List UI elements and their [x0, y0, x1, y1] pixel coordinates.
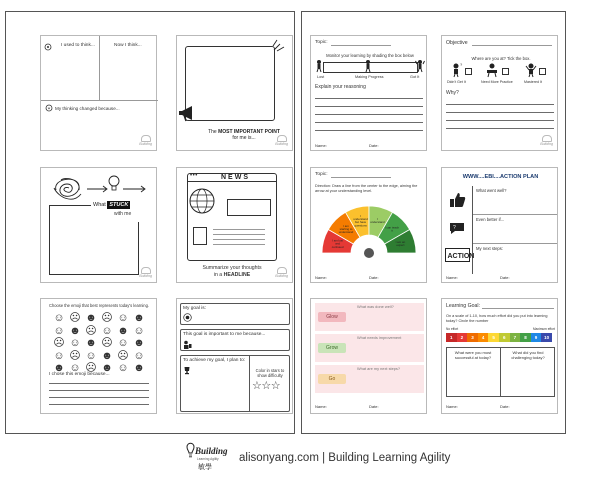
- difficulty-stars[interactable]: ☆☆☆: [252, 380, 281, 392]
- objective-line: [472, 45, 552, 46]
- stars-label: Color in stars to show difficulty: [255, 368, 285, 378]
- gauge-direction: Direction: Draw a line from the center to the edge, aiming the arrow at your understanding level.: [315, 184, 418, 193]
- date-label: Date:: [369, 404, 379, 409]
- headline-box: [227, 199, 271, 216]
- answer-line: [446, 112, 554, 113]
- text-line: [213, 239, 265, 240]
- lost-label: Lost: [317, 75, 325, 79]
- answer-line: [49, 404, 149, 405]
- emoji-face-option[interactable]: ☹: [101, 312, 113, 324]
- svg-text:ACTION: ACTION: [447, 253, 475, 260]
- next-steps-label: What are my next steps?: [357, 366, 401, 371]
- answer-line: [315, 98, 423, 99]
- effort-scale-cell[interactable]: 9: [531, 333, 542, 342]
- topic-line: [331, 45, 391, 46]
- emoji-face-option[interactable]: ☺: [133, 324, 145, 337]
- date-label: Date:: [369, 275, 379, 280]
- answer-line: [446, 120, 554, 121]
- most-important-post: for me is...: [232, 134, 256, 141]
- answer-line: [446, 128, 554, 129]
- emoji-face-option[interactable]: ☹: [85, 362, 97, 374]
- card-news-headline: [176, 167, 293, 283]
- footer-logo-word: Building: [195, 446, 228, 456]
- card-learning-goal: [441, 298, 558, 414]
- topic-label: Topic:: [315, 172, 328, 177]
- where-label: Where are you at? Tick the box.: [471, 56, 531, 61]
- answer-line: [315, 114, 423, 115]
- emoji-face-option[interactable]: ☹: [101, 337, 113, 349]
- tick-box[interactable]: [539, 68, 546, 75]
- goal-important-label: This goal is important to me because...: [183, 332, 266, 337]
- with-me-label: with me: [114, 211, 132, 217]
- browser-dots: •••: [190, 173, 198, 179]
- challenging-label: What did you find challenging today?: [511, 350, 545, 360]
- thinking-person-icon: [363, 59, 373, 73]
- explain-label: Explain your reasoning: [315, 84, 366, 90]
- stuck-label: [93, 202, 130, 208]
- gauge-segment-label: I am lost and confused: [331, 238, 344, 249]
- emoji-face-option[interactable]: ☺: [117, 337, 129, 349]
- emoji-face-option[interactable]: ☹: [53, 337, 65, 349]
- done-well-label: What was done well?: [357, 304, 394, 309]
- answer-line: [315, 122, 423, 123]
- stuck-word: STUCK: [109, 202, 129, 208]
- gauge-segment-label: I understand: [370, 217, 385, 225]
- globe-icon: [187, 186, 217, 216]
- text-line: [213, 234, 265, 235]
- footer-logo-icon: [181, 441, 229, 473]
- answer-line: [315, 130, 423, 131]
- next-steps-label: My next steps:: [476, 246, 503, 251]
- footer-logo-sub: Learning Agility: [197, 457, 219, 461]
- emoji-face-option[interactable]: ☹: [85, 324, 97, 337]
- card-goal: [176, 298, 293, 414]
- text-line: [213, 229, 265, 230]
- topic-line: [331, 177, 391, 178]
- effort-prompt: On a scale of 1-10, how much effort did you put into learning today? Circle the number: [446, 314, 548, 323]
- mastered-label: Mastered It: [524, 80, 542, 84]
- date-label: Date:: [500, 275, 510, 280]
- stars-divider: [249, 355, 250, 412]
- answer-line: [446, 104, 554, 105]
- effort-scale-cell[interactable]: 7: [510, 333, 521, 342]
- confused-person-icon: [450, 62, 464, 78]
- card-glow-grow-go: [310, 298, 427, 414]
- mini-logo: Building: [139, 267, 152, 279]
- more-practice-label: Need More Practice: [481, 80, 513, 84]
- go-label: Go: [328, 376, 336, 382]
- card-action-plan: [441, 167, 558, 283]
- grow-label: Grow: [326, 345, 338, 351]
- section-divider: [473, 214, 557, 215]
- understanding-gauge: [319, 198, 419, 260]
- thumbs-up-icon: [448, 192, 466, 208]
- card-most-important-point: [176, 35, 293, 151]
- emoji-face-option[interactable]: ☺: [85, 349, 97, 362]
- most-important-pre: The: [208, 129, 219, 135]
- topic-label: Topic:: [315, 40, 328, 45]
- emoji-face-option[interactable]: ☹: [117, 349, 129, 362]
- headline-label: [187, 272, 277, 278]
- footer-credit: alisonyang.com | Building Learning Agility: [239, 452, 451, 464]
- effort-scale-cell[interactable]: 8: [520, 333, 531, 342]
- most-important-bold: MOST IMPORTANT POINT: [218, 129, 280, 135]
- progress-label: Making Progress: [355, 75, 384, 79]
- thinking-icon: [45, 104, 53, 112]
- glow-label: Glow: [326, 314, 338, 320]
- effort-scale: [446, 333, 552, 342]
- card-objective: [441, 35, 558, 151]
- achieve-label: To achieve my goal, I plan to:: [183, 358, 246, 363]
- date-label: Date:: [500, 404, 510, 409]
- action-icon: [445, 248, 475, 262]
- emoji-face-option[interactable]: ☺: [69, 362, 81, 374]
- happy-person-icon: [415, 59, 425, 73]
- celebrating-person-icon: [524, 62, 538, 78]
- mini-logo: Building: [275, 135, 288, 147]
- gauge-segment-label: I can teach it: [384, 225, 400, 233]
- arrow-icon: [123, 186, 147, 192]
- headline-in-a: in a: [213, 272, 224, 278]
- name-label: Name:: [315, 143, 327, 148]
- used-to-think-label: I used to think...: [61, 43, 95, 48]
- my-goal-label: My goal is:: [183, 306, 206, 311]
- name-label: Name:: [315, 275, 327, 280]
- even-better-label: Even better if...: [476, 217, 505, 222]
- card-what-stuck: [40, 167, 157, 283]
- emoji-face-option[interactable]: ☻: [133, 362, 145, 374]
- emoji-prompt: Choose the emoji that best represents today's learning.: [49, 303, 149, 308]
- mini-logo: Building: [139, 135, 152, 147]
- max-effort-label: Maximum effort: [533, 327, 555, 331]
- effort-scale-cell[interactable]: 2: [457, 333, 468, 342]
- emoji-face-option[interactable]: ☻: [53, 362, 65, 374]
- plan-divider: [472, 186, 473, 274]
- mini-logo: Building: [275, 267, 288, 279]
- tick-box[interactable]: [465, 68, 472, 75]
- emoji-face-option[interactable]: ☻: [85, 312, 97, 324]
- emoji-face-option[interactable]: ☹: [69, 349, 81, 362]
- emoji-face-option[interactable]: ☻: [85, 337, 97, 349]
- emoji-face-option[interactable]: ☺: [117, 362, 129, 374]
- person-icon: [183, 340, 192, 349]
- emoji-because-label: I chose this emoji because...: [49, 372, 110, 377]
- card-understanding-gauge: [310, 167, 427, 283]
- answer-line: [49, 390, 149, 391]
- learning-goal-title: Learning Goal:: [446, 303, 481, 309]
- emoji-face-option[interactable]: ☻: [69, 324, 81, 337]
- headline-word: HEADLINE: [223, 272, 251, 278]
- emoji-face-option[interactable]: ☺: [53, 312, 65, 324]
- emoji-face-option[interactable]: ☺: [133, 349, 145, 362]
- svg-text:?: ?: [460, 62, 463, 67]
- action-plan-title: WWW....EBI....ACTION PLAN: [462, 174, 539, 180]
- confused-person-icon: [314, 59, 324, 73]
- emoji-face-option[interactable]: ☺: [53, 324, 65, 337]
- emoji-face-option[interactable]: ☺: [53, 349, 65, 362]
- emoji-face-option[interactable]: ☹: [69, 312, 81, 324]
- answer-line: [49, 397, 149, 398]
- emoji-face-option[interactable]: ☺: [117, 312, 129, 324]
- effort-scale-cell[interactable]: 3: [467, 333, 478, 342]
- effort-scale-cell[interactable]: 4: [478, 333, 489, 342]
- monitor-label: Monitor your learning by shading the box below: [326, 53, 414, 58]
- went-well-label: What went well?: [476, 188, 507, 193]
- name-label: Name:: [315, 404, 327, 409]
- emoji-face-option[interactable]: ☻: [117, 324, 129, 337]
- no-effort-label: No effort: [446, 327, 459, 331]
- divider-vertical: [99, 36, 100, 100]
- card-used-to-think: [40, 35, 157, 151]
- image-placeholder: [193, 227, 207, 245]
- speech-bubble-icon: [448, 221, 466, 235]
- section-divider: [473, 243, 557, 244]
- card-topic-monitor: [310, 35, 427, 151]
- date-label: Date:: [369, 143, 379, 148]
- svg-text:?: ?: [453, 225, 456, 231]
- answer-line: [49, 383, 149, 384]
- stuck-what: What: [93, 202, 106, 208]
- target-icon: [183, 313, 192, 322]
- gauge-segment-label: I understand but have questions: [353, 213, 368, 228]
- gauge-center-dot: [364, 248, 374, 258]
- emoji-face-option[interactable]: ☺: [101, 324, 113, 337]
- sound-lines-icon: [272, 38, 288, 52]
- emoji-face-option[interactable]: ☻: [133, 312, 145, 324]
- arrow-icon: [87, 186, 109, 192]
- name-label: Name:: [446, 404, 458, 409]
- why-label: Why?: [446, 90, 459, 96]
- emoji-face-option[interactable]: ☻: [101, 362, 113, 374]
- scribble-icon: [51, 174, 87, 206]
- name-label: Name:: [446, 275, 458, 280]
- summarize-label: Summarize your thoughts: [202, 265, 262, 271]
- answer-line: [315, 106, 423, 107]
- successful-label: What were you most successful at today?: [454, 350, 492, 360]
- effort-scale-cell[interactable]: 1: [446, 333, 457, 342]
- divider-horizontal: [41, 100, 158, 101]
- trophy-icon: [183, 366, 191, 375]
- emoji-face-option[interactable]: ☺: [69, 337, 81, 349]
- effort-scale-cell[interactable]: 10: [541, 333, 552, 342]
- emoji-grid: [51, 312, 151, 375]
- footer-logo-cjk: 敏學: [198, 463, 212, 471]
- megaphone-icon: [178, 104, 200, 122]
- didnt-get-label: Didn't Get It: [447, 80, 466, 84]
- tick-box[interactable]: [502, 68, 509, 75]
- gauge-segment-label: I am an expert: [395, 239, 406, 248]
- thinking-icon: [44, 43, 52, 51]
- title-line: [482, 308, 554, 309]
- thinking-changed-label: My thinking changed because...: [55, 106, 120, 111]
- emoji-face-option[interactable]: ☻: [133, 337, 145, 349]
- objective-title: Objective: [446, 40, 468, 46]
- now-think-label: Now I think...: [114, 43, 142, 48]
- improvement-label: What needs improvement: [357, 335, 402, 340]
- effort-scale-cell[interactable]: 5: [488, 333, 499, 342]
- effort-scale-cell[interactable]: 6: [499, 333, 510, 342]
- emoji-face-option[interactable]: ☻: [101, 349, 113, 362]
- practicing-person-icon: [484, 62, 500, 78]
- card-emoji: [40, 298, 157, 414]
- gauge-segment-label: I am starting to understand: [338, 223, 354, 235]
- got-it-label: Got It: [410, 75, 420, 79]
- answer-divider: [500, 347, 501, 397]
- text-line: [213, 244, 265, 245]
- lightbulb-icon: [107, 174, 121, 192]
- news-title: NEWS: [221, 174, 250, 181]
- mini-logo: Building: [540, 135, 553, 147]
